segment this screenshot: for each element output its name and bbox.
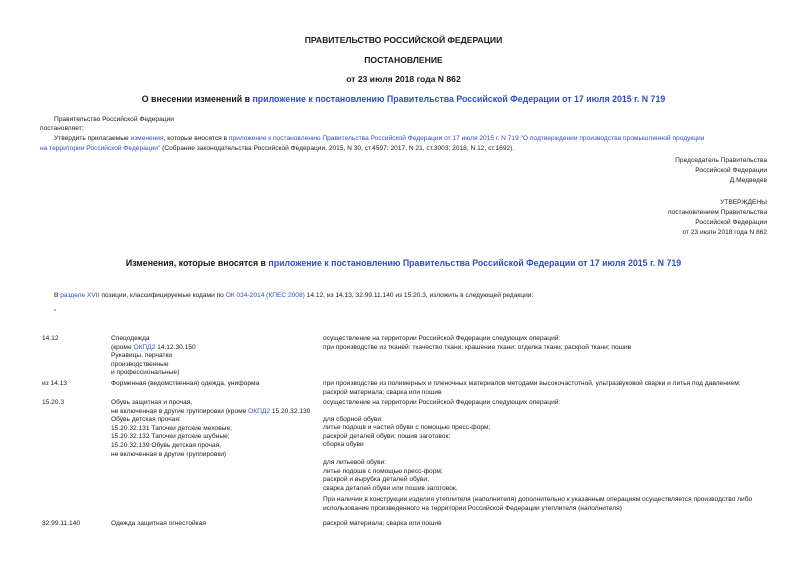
row-3-ops-line: использование произведенного на территории Российской Федерации утеплителя (наполнителя) (323, 504, 622, 512)
row-3-name-line: не включенная в другие группировки) (111, 450, 227, 458)
row-2-name (111, 380, 259, 389)
row-3-ops-line: для сборной обуви: (323, 415, 383, 423)
row-3-ops-line: сборка обуви (323, 441, 364, 449)
row-2-ops-line: при производстве из полимерных и пленочных материалов методами высокочастотной, ультразвуковой сварки и литья под давлением: (323, 380, 741, 387)
row-1-name-line: и профессиональные) (111, 369, 180, 377)
row-4-name-line: Одежда защитная огнестойкая (111, 520, 206, 527)
row-1-ops-line: при производстве из тканей: ткачество ткани; крашение ткани; отделка ткани; раскрой ткани; пошив (323, 343, 632, 351)
row-4-ops-line: раскрой материала; сварка или пошив (323, 520, 442, 527)
row-3-name-line: 15.20.32.131 Тапочки детские меховые; (111, 424, 232, 432)
signature-line-1: Председатель Правительства (675, 157, 767, 164)
changes-intro-c: 14.12, из 14.13, 32.99.11.140 из 15.20.3, изложить в следующей редакции: (304, 292, 534, 299)
row-1-name-line: Спецодежда (111, 335, 150, 342)
row-3-name (111, 399, 310, 459)
row-1-name-line: Рукавицы, перчатки (111, 352, 173, 360)
row-1-name-line: производственные (111, 360, 169, 368)
row-2-ops (323, 380, 741, 397)
row-2-name-line: Форменная (ведомственная) одежда, униформа (111, 380, 260, 387)
quote-mark: " (54, 310, 57, 316)
body-line-1-b: , которые вносятся в (163, 135, 229, 142)
row-3-ops-line: раскрой деталей обуви; пошив заготовок; (323, 432, 451, 440)
changes-heading-prefix: Изменения, которые вносятся в (125, 258, 269, 268)
row-3-name-line (111, 408, 310, 417)
changes-heading (0, 259, 807, 268)
changes-heading-link[interactable]: приложение к постановлению Правительства Российской Федерации от 17 июля 2015 г. N 719 (268, 258, 682, 268)
row-3-ops-spacer (323, 408, 752, 416)
body-line-1 (54, 135, 704, 144)
doc-heading (0, 95, 807, 104)
row-3-name-line: 15.20.32.139 Обувь детская прочая, (111, 441, 222, 449)
section-link[interactable]: разделе XVII (60, 292, 100, 299)
approved-line-1: УТВЕРЖДЕНЫ (720, 199, 767, 206)
row-3-ops (323, 399, 752, 514)
row-3-ops-line: литье подошв и частей обуви с помощью пресс-форм; (323, 424, 491, 432)
row-4-code: 32.99.11.140 (42, 520, 81, 527)
approved-line-2: постановлением Правительства (667, 209, 767, 216)
row-3-name-line: Обувь защитная и прочая, (111, 399, 193, 406)
row-3-ops-line: раскрой и вырубка деталей обуви; (323, 476, 429, 484)
changes-intro (54, 292, 533, 301)
row-4-ops (323, 520, 442, 529)
row-3-ops-line: сварка деталей обуви или пошив заготовок. (323, 484, 458, 492)
classifier-link[interactable]: ОК 034-2014 (КПЕС 2008) (225, 292, 305, 299)
row-1-ops-line: осуществление на территории Российской Федерации следующих операций: (323, 335, 561, 342)
changes-intro-a: В (54, 292, 61, 299)
okpd-link[interactable]: ОКПД2 (133, 343, 156, 351)
row-1-name-line (111, 344, 196, 353)
row-3-ops-spacer (323, 450, 752, 459)
body-para-2: постановляет: (40, 125, 84, 132)
org-title: ПРАВИТЕЛЬСТВО РОССИЙСКОЙ ФЕДЕРАЦИИ (304, 35, 503, 45)
approved-line-3: Российской Федерации (695, 219, 767, 226)
appendix-link-cont[interactable]: на территории Российской Федерации" (40, 145, 161, 152)
body-line-2-rest: (Собрание законодательства Российской Федерации, 2015, N 30, ст.4597; 2017, N 21, ст.3003; 2018, N 12, ст.1692). (160, 145, 515, 152)
row-3-ops-line: При наличии в конструкции изделия утеплителя (наполнителя) дополнительно к указанным операциям осуществляется производство либо (323, 496, 753, 504)
appendix-link[interactable]: приложение к постановлению Правительства Российской Федерации от 17 июля 2015 г. N 719 "О подтверждении производства промышленной продукции (228, 135, 705, 142)
row-3-ops-line: литье подошв с помощью пресс-форм; (323, 467, 443, 475)
doc-date: от 23 июля 2018 года N 862 (346, 74, 461, 84)
changes-link[interactable]: изменения (130, 135, 164, 142)
changes-intro-b: позиции, классифицируемые кодами по (99, 292, 226, 299)
signature-line-2: Российской Федерации (695, 167, 767, 174)
row-2-code: из 14.13 (42, 380, 68, 387)
row-3-name-line: Обувь детская прочая: (111, 416, 181, 424)
body-line-1-a: Утвердить прилагаемые (54, 135, 131, 142)
body-para-1: Правительство Российской Федерации (54, 116, 174, 123)
okpd-link[interactable]: ОКПД2 (248, 407, 271, 415)
row-3-ops-line: для литьевой обуви: (323, 458, 386, 466)
row-3-name-prefix: не включенная в другие группировки (кроме (111, 407, 249, 415)
approved-line-4: от 23 июля 2018 года N 862 (682, 229, 767, 236)
signature-line-3: Д.Медведев (729, 177, 767, 184)
row-2-ops-line: раскрой материала; сварка или пошив (323, 388, 442, 396)
row-1-okpd-code: 14.12.30.150 (155, 343, 196, 351)
row-3-code: 15.20.3 (42, 399, 64, 406)
row-4-name (111, 520, 206, 529)
doc-heading-link[interactable]: приложение к постановлению Правительства Российской Федерации от 17 июля 2015 г. N 719 (252, 94, 666, 104)
row-1-ops (323, 335, 631, 352)
row-1-name-prefix: (кроме (111, 343, 134, 351)
row-1-name (111, 335, 196, 378)
row-1-code: 14.12 (42, 335, 59, 342)
row-3-ops-line: осуществление на территории Российской Федерации следующих операций: (323, 399, 561, 406)
row-3-name-line: 15.20.32.132 Тапочки детские шубные; (111, 433, 230, 441)
doc-heading-prefix: О внесении изменений в (141, 94, 253, 104)
row-3-okpd-code: 15.20.32.130 (270, 407, 311, 415)
doc-type: ПОСТАНОВЛЕНИЕ (364, 55, 443, 65)
body-line-2 (40, 145, 514, 154)
